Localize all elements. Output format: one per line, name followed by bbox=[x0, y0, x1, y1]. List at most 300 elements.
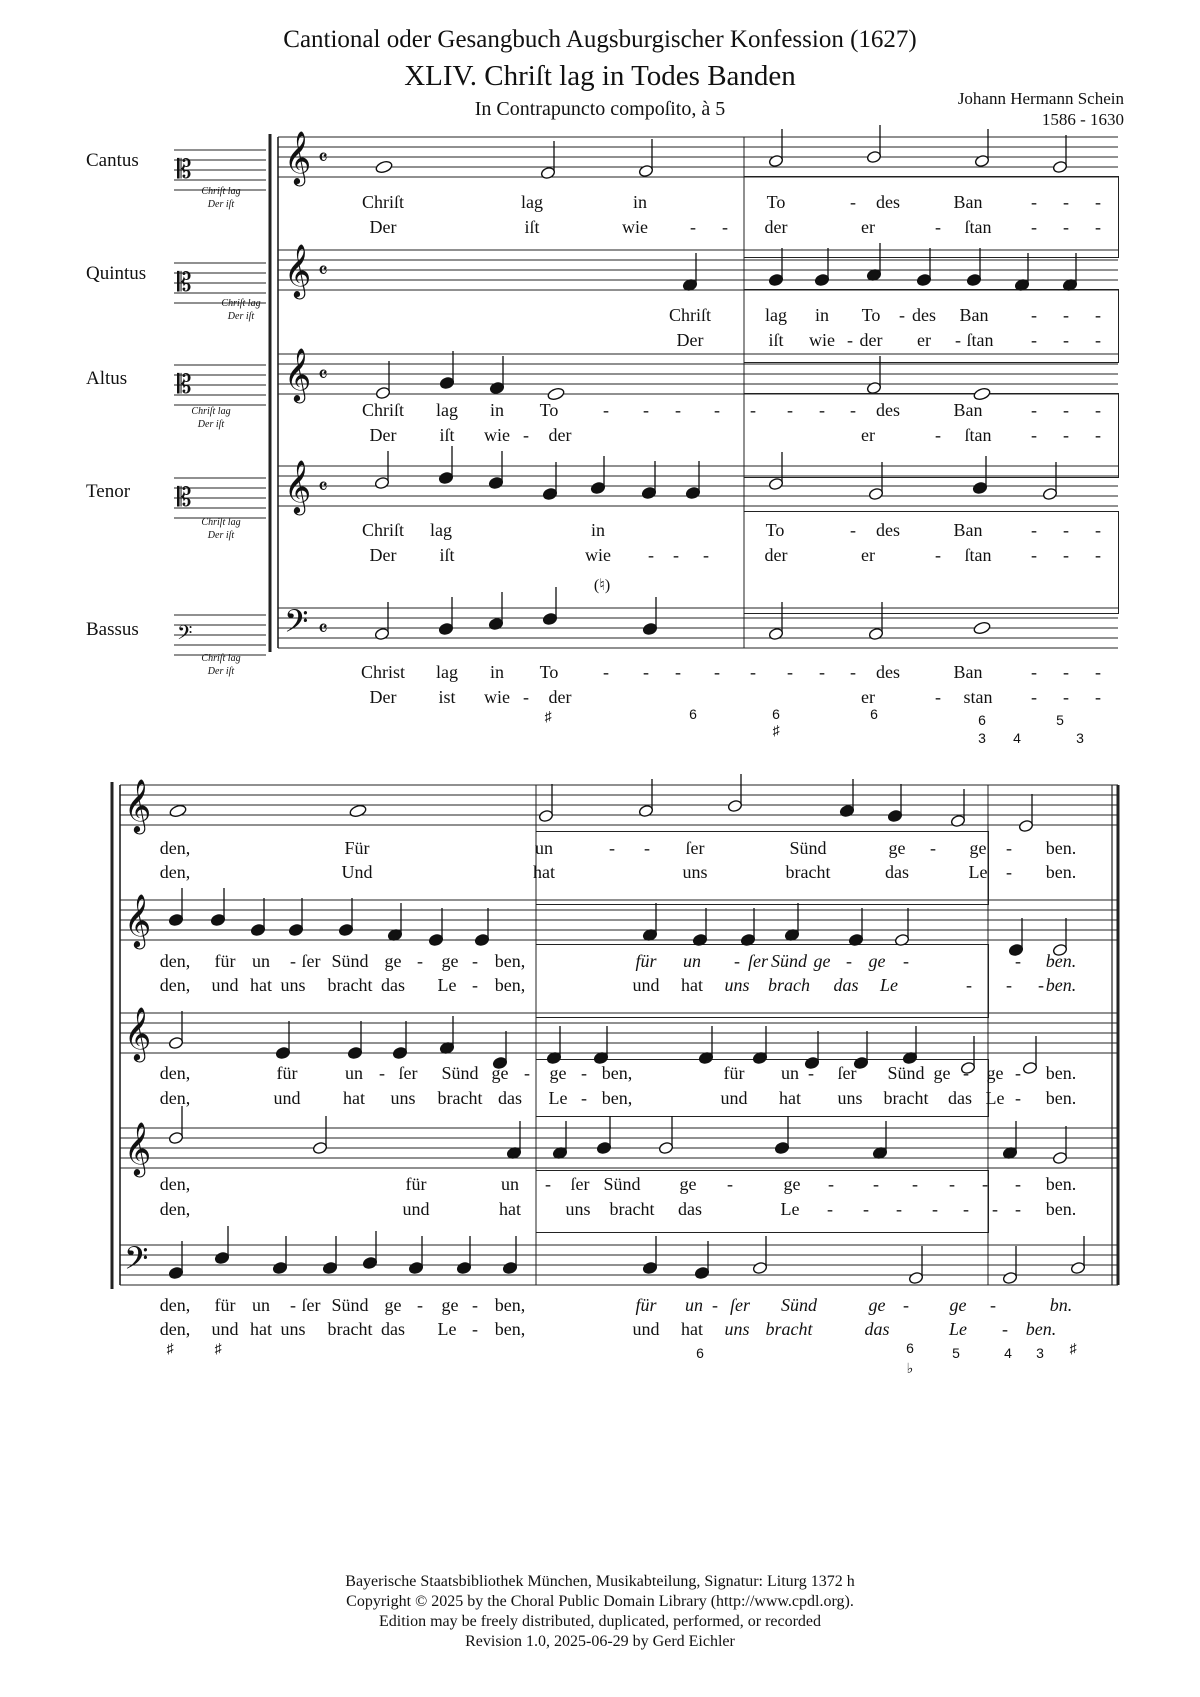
lyric-syllable: ben. bbox=[1025, 1319, 1057, 1339]
lyric-syllable: - bbox=[1031, 217, 1037, 237]
lyric-syllable: hat bbox=[779, 1088, 801, 1108]
lyric-syllable: - bbox=[827, 1199, 833, 1219]
lyric-syllable: in bbox=[632, 192, 648, 212]
lyric-syllable: - bbox=[912, 1174, 918, 1194]
lyric-syllable: - bbox=[1063, 217, 1069, 237]
lyric-syllable: - bbox=[1006, 975, 1012, 995]
treble-clef: 𝄞 bbox=[124, 1121, 152, 1175]
lyric-syllable: der bbox=[548, 425, 572, 445]
lyric-syllable: To bbox=[766, 192, 786, 212]
lyric-syllable: in bbox=[590, 520, 606, 540]
composer-dates: 1586 - 1630 bbox=[1041, 110, 1124, 129]
lyric-syllable: der bbox=[548, 687, 572, 707]
lyric-syllable: das bbox=[948, 1088, 972, 1108]
lyric-syllable: ist bbox=[438, 687, 456, 707]
lyric-syllable: uns bbox=[682, 862, 708, 882]
lyric-syllable: ſtan bbox=[964, 545, 992, 565]
lyric-syllable: - bbox=[1031, 305, 1037, 325]
lyric-syllable: Ban bbox=[959, 305, 989, 325]
voice-name-cantus: Cantus bbox=[86, 150, 139, 171]
lyric-syllable: Sünd bbox=[781, 1295, 817, 1315]
lyric-syllable: er bbox=[917, 330, 931, 350]
lyric-syllable: - bbox=[1063, 400, 1069, 420]
lyric-syllable: stan bbox=[963, 687, 993, 707]
lyric-syllable: den, bbox=[159, 1063, 191, 1083]
lyric-syllable: ge bbox=[933, 1063, 951, 1083]
lyric-syllable: ge bbox=[969, 838, 987, 858]
lyric-syllable: ge bbox=[888, 838, 906, 858]
lyric-syllable: und bbox=[273, 1088, 301, 1108]
lyric-syllable: ge bbox=[384, 1295, 402, 1315]
lyric-syllable: - bbox=[1015, 1174, 1021, 1194]
lyric-syllable: - bbox=[850, 192, 856, 212]
lyric-syllable: lag bbox=[436, 400, 458, 420]
lyric-syllable: - bbox=[990, 1295, 996, 1315]
lyric-syllable: - bbox=[935, 217, 941, 237]
voice-name-tenor: Tenor bbox=[86, 481, 131, 502]
lyric-syllable: ſtan bbox=[964, 217, 992, 237]
lyric-syllable: Der bbox=[369, 425, 397, 445]
c-clef: 𝄡 bbox=[177, 483, 192, 513]
lyric-syllable: - bbox=[524, 1063, 530, 1083]
lyric-syllable: un bbox=[501, 1174, 519, 1194]
lyric-syllable: - bbox=[545, 1174, 551, 1194]
lyric-syllable: für bbox=[635, 1295, 657, 1315]
lyric-syllable: und bbox=[720, 1088, 748, 1108]
lyric-syllable: - bbox=[417, 1295, 423, 1315]
lyric-syllable: Chriſt bbox=[361, 400, 405, 420]
lyric-syllable: - bbox=[1095, 425, 1101, 445]
lyric-syllable: wie bbox=[484, 687, 510, 707]
figured-bass-figure: 3 bbox=[978, 730, 986, 746]
lyric-syllable: - bbox=[1006, 862, 1012, 882]
lyric-syllable: - bbox=[1015, 951, 1021, 971]
lyric-syllable: - bbox=[690, 217, 696, 237]
lyric-syllable: - bbox=[417, 951, 423, 971]
lyric-syllable: das bbox=[678, 1199, 702, 1219]
lyric-syllable: für bbox=[635, 951, 657, 971]
lyric-syllable: ſer bbox=[301, 1295, 321, 1315]
lyric-syllable: - bbox=[873, 1174, 879, 1194]
figured-bass-figure: ♯ bbox=[1069, 1340, 1077, 1356]
c-clef: 𝄡 bbox=[177, 268, 192, 298]
lyric-syllable: - bbox=[963, 1199, 969, 1219]
treble-clef: 𝄞 bbox=[124, 1006, 152, 1060]
treble-clef: 𝄞 bbox=[284, 243, 312, 297]
lyric-syllable: ge bbox=[549, 1063, 567, 1083]
lyric-syllable: un bbox=[781, 1063, 799, 1083]
lyric-syllable: lag bbox=[521, 192, 543, 212]
lyric-syllable: - bbox=[955, 330, 961, 350]
lyric-syllable: Le bbox=[880, 975, 898, 995]
common-time: 𝄴 bbox=[318, 259, 328, 284]
lyric-syllable: und bbox=[402, 1199, 430, 1219]
lyric-syllable: für bbox=[723, 1063, 745, 1083]
lyric-syllable: - bbox=[903, 951, 909, 971]
lyric-syllable: bracht bbox=[785, 862, 831, 882]
lyric-syllable: - bbox=[603, 400, 609, 420]
lyric-syllable: - bbox=[1095, 662, 1101, 682]
lyric-syllable: ben, bbox=[601, 1063, 633, 1083]
lyric-syllable: Chriſt bbox=[361, 192, 405, 212]
lyric-syllable: uns bbox=[390, 1088, 416, 1108]
lyric-syllable: - bbox=[290, 951, 296, 971]
lyric-syllable: das bbox=[381, 975, 405, 995]
lyric-syllable: Christ bbox=[360, 662, 406, 682]
lyric-syllable: Sünd bbox=[441, 1063, 479, 1083]
lyric-syllable: - bbox=[750, 662, 756, 682]
lyric-syllable: Sünd bbox=[771, 951, 807, 971]
lyric-syllable: wie bbox=[622, 217, 648, 237]
lyric-syllable: den, bbox=[159, 1174, 191, 1194]
lyric-syllable: bracht bbox=[327, 975, 373, 995]
lyric-syllable: - bbox=[896, 1199, 902, 1219]
lyric-syllable: ben, bbox=[601, 1088, 633, 1108]
lyric-syllable: Le bbox=[985, 1088, 1005, 1108]
lyric-syllable: - bbox=[714, 662, 720, 682]
lyric-syllable: - bbox=[643, 400, 649, 420]
lyric-syllable: den, bbox=[159, 951, 191, 971]
lyric-syllable: ben, bbox=[494, 951, 526, 971]
treble-clef: 𝄞 bbox=[284, 459, 312, 513]
lyric-syllable: - bbox=[1095, 192, 1101, 212]
footer-source: Bayerische Staatsbibliothek München, Musikabteilung, Signatur: Liturg 1372 h bbox=[345, 1573, 855, 1590]
lyric-syllable: den, bbox=[159, 1088, 191, 1108]
lyric-syllable: - bbox=[1038, 975, 1044, 995]
lyric-syllable: Sünd bbox=[887, 1063, 925, 1083]
lyric-syllable: und bbox=[211, 975, 239, 995]
lyric-syllable: Der bbox=[369, 217, 397, 237]
common-time: 𝄴 bbox=[318, 475, 328, 500]
lyric-syllable: ge bbox=[441, 951, 459, 971]
lyric-syllable: brach bbox=[768, 975, 810, 995]
lyric-syllable: den, bbox=[159, 1199, 191, 1219]
lyric-syllable: - bbox=[714, 400, 720, 420]
figured-bass-figure: 4 bbox=[1004, 1345, 1012, 1361]
treble-clef: 𝄞 bbox=[284, 130, 312, 184]
lyric-syllable: - bbox=[1063, 192, 1069, 212]
lyric-syllable: - bbox=[675, 400, 681, 420]
lyric-syllable: Der bbox=[369, 545, 397, 565]
figured-bass-figure: ♯ bbox=[772, 722, 780, 738]
lyric-syllable: - bbox=[1031, 192, 1037, 212]
lyric-syllable: - bbox=[581, 1088, 587, 1108]
lyric-syllable: bracht bbox=[327, 1319, 373, 1339]
lyric-syllable: un bbox=[252, 951, 270, 971]
lyric-syllable: - bbox=[819, 662, 825, 682]
lyric-syllable: der bbox=[859, 330, 883, 350]
lyric-syllable: Der bbox=[369, 687, 397, 707]
footer bbox=[0, 1572, 1200, 1652]
lyric-syllable: - bbox=[1031, 425, 1037, 445]
lyric-syllable: iſt bbox=[524, 217, 540, 237]
lyric-syllable: ben. bbox=[1045, 862, 1077, 882]
lyric-syllable: hat bbox=[533, 862, 555, 882]
lyric-syllable: hat bbox=[681, 975, 703, 995]
lyric-syllable: - bbox=[673, 545, 679, 565]
lyric-syllable: das bbox=[833, 975, 859, 995]
treble-clef: 𝄞 bbox=[284, 347, 312, 401]
lyric-syllable: - bbox=[1095, 400, 1101, 420]
lyric-syllable: Le bbox=[548, 1088, 568, 1108]
lyric-syllable: bracht bbox=[609, 1199, 655, 1219]
lyric-syllable: - bbox=[1002, 1319, 1008, 1339]
lyric-syllable: er bbox=[861, 687, 875, 707]
lyric-syllable: hat bbox=[250, 975, 272, 995]
lyric-syllable: ſer bbox=[398, 1063, 418, 1083]
lyric-syllable: - bbox=[1031, 545, 1037, 565]
lyric-syllable: ge bbox=[813, 951, 831, 971]
lyric-syllable: - bbox=[1063, 330, 1069, 350]
lyric-syllable: ſtan bbox=[966, 330, 994, 350]
voice-name-quintus: Quintus bbox=[86, 263, 147, 284]
lyric-syllable: - bbox=[1095, 520, 1101, 540]
lyric-syllable: - bbox=[675, 662, 681, 682]
lyric-syllable: - bbox=[935, 545, 941, 565]
lyric-syllable: und bbox=[211, 1319, 239, 1339]
lyric-syllable: - bbox=[982, 1174, 988, 1194]
lyric-syllable: - bbox=[722, 217, 728, 237]
lyric-syllable: ge bbox=[384, 951, 402, 971]
composer-name: Johann Hermann Schein bbox=[957, 89, 1124, 108]
lyric-syllable: Sünd bbox=[603, 1174, 641, 1194]
lyric-syllable: - bbox=[1015, 1199, 1021, 1219]
lyric-syllable: - bbox=[734, 951, 740, 971]
figured-bass-figure: ♭ bbox=[906, 1360, 914, 1376]
lyric-syllable: - bbox=[1031, 520, 1037, 540]
lyric-syllable: ge bbox=[868, 951, 886, 971]
figured-bass-figure: 6 bbox=[870, 706, 878, 722]
lyric-syllable: un bbox=[345, 1063, 363, 1083]
lyric-syllable: - bbox=[850, 400, 856, 420]
bass-clef: 𝄢 bbox=[124, 1240, 149, 1284]
lyric-syllable: - bbox=[787, 400, 793, 420]
lyric-syllable: un bbox=[683, 951, 701, 971]
lyric-syllable: für bbox=[405, 1174, 427, 1194]
voice-name-altus: Altus bbox=[86, 368, 128, 389]
lyric-syllable: ge bbox=[868, 1295, 886, 1315]
lyric-syllable: ge bbox=[491, 1063, 509, 1083]
lyric-syllable: - bbox=[850, 520, 856, 540]
lyric-syllable: wie bbox=[484, 425, 510, 445]
figured-bass-figure: ♯ bbox=[544, 708, 552, 724]
lyric-syllable: - bbox=[930, 838, 936, 858]
lyric-syllable: den, bbox=[159, 975, 191, 995]
lyric-syllable: To bbox=[539, 400, 559, 420]
incipit-text-altus: Chriſt lag Der iſt bbox=[191, 406, 231, 430]
lyric-syllable: - bbox=[1006, 838, 1012, 858]
lyric-syllable: ſer bbox=[301, 951, 321, 971]
lyric-syllable: - bbox=[1095, 217, 1101, 237]
lyric-syllable: - bbox=[819, 400, 825, 420]
note-head bbox=[349, 804, 367, 818]
incipit-text-quintus: Chriſt lag Der iſt bbox=[221, 298, 261, 322]
lyric-syllable: lag bbox=[430, 520, 452, 540]
lyric-syllable: hat bbox=[681, 1319, 703, 1339]
lyric-syllable: ſer bbox=[837, 1063, 857, 1083]
incipit-text-bassus: Chriſt lag Der iſt bbox=[201, 653, 241, 677]
lyric-syllable: Le bbox=[968, 862, 988, 882]
lyric-syllable: hat bbox=[343, 1088, 365, 1108]
lyric-syllable: uns bbox=[280, 1319, 306, 1339]
lyric-syllable: bracht bbox=[883, 1088, 929, 1108]
lyric-syllable: ge bbox=[783, 1174, 801, 1194]
lyric-syllable: des bbox=[876, 520, 900, 540]
treble-clef: 𝄞 bbox=[124, 778, 152, 832]
piece-subtitle: In Contrapuncto compoſito, à 5 bbox=[474, 98, 726, 120]
lyric-syllable: - bbox=[290, 1295, 296, 1315]
lyric-syllable: Le bbox=[437, 1319, 457, 1339]
lyric-syllable: - bbox=[966, 975, 972, 995]
lyric-syllable: und bbox=[632, 975, 660, 995]
lyric-syllable: uns bbox=[280, 975, 306, 995]
lyric-syllable: Der bbox=[676, 330, 704, 350]
lyric-syllable: - bbox=[787, 662, 793, 682]
lyric-syllable: - bbox=[963, 1063, 969, 1083]
lyric-syllable: - bbox=[828, 1174, 834, 1194]
lyric-syllable: ben. bbox=[1045, 1199, 1077, 1219]
lyric-syllable: - bbox=[1015, 1063, 1021, 1083]
lyric-syllable: - bbox=[472, 951, 478, 971]
lyric-syllable: lag bbox=[765, 305, 787, 325]
lyric-syllable: ſer bbox=[730, 1295, 750, 1315]
lyric-syllable: uns bbox=[837, 1088, 863, 1108]
lyric-syllable: uns bbox=[565, 1199, 591, 1219]
lyric-syllable: - bbox=[1031, 330, 1037, 350]
c-clef: 𝄡 bbox=[177, 370, 192, 400]
figured-bass-figure: 3 bbox=[1036, 1345, 1044, 1361]
lyric-syllable: wie bbox=[585, 545, 611, 565]
lyric-syllable: - bbox=[1095, 330, 1101, 350]
lyric-syllable: er bbox=[861, 217, 875, 237]
lyric-syllable: - bbox=[703, 545, 709, 565]
lyric-syllable: - bbox=[609, 838, 615, 858]
lyric-syllable: - bbox=[379, 1063, 385, 1083]
common-time: 𝄴 bbox=[318, 617, 328, 642]
lyric-syllable: Chriſt bbox=[668, 305, 712, 325]
lyric-syllable: iſt bbox=[439, 425, 455, 445]
lyric-syllable: - bbox=[863, 1199, 869, 1219]
lyric-syllable: - bbox=[1015, 1088, 1021, 1108]
lyric-syllable: ſer bbox=[685, 838, 705, 858]
note-head bbox=[375, 160, 393, 174]
lyric-syllable: ſtan bbox=[964, 425, 992, 445]
lyric-syllable: - bbox=[712, 1295, 718, 1315]
lyric-syllable: - bbox=[1031, 662, 1037, 682]
lyric-syllable: - bbox=[935, 687, 941, 707]
lyric-syllable: Le bbox=[780, 1199, 800, 1219]
lyric-syllable: - bbox=[1063, 545, 1069, 565]
lyric-syllable: ben, bbox=[494, 1319, 526, 1339]
lyric-syllable: - bbox=[750, 400, 756, 420]
editorial-accidental: (♮) bbox=[593, 577, 611, 594]
figured-bass-figure: 4 bbox=[1013, 730, 1021, 746]
lyric-syllable: To bbox=[765, 520, 785, 540]
lyric-syllable: das bbox=[864, 1319, 890, 1339]
bass-clef: 𝄢 bbox=[284, 603, 309, 647]
note-head bbox=[973, 621, 991, 635]
lyric-syllable: ben, bbox=[494, 1295, 526, 1315]
lyric-syllable: - bbox=[581, 1063, 587, 1083]
lyric-syllable: - bbox=[1063, 425, 1069, 445]
lyric-syllable: - bbox=[472, 1295, 478, 1315]
lyric-syllable: Le bbox=[949, 1319, 967, 1339]
lyric-syllable: ſer bbox=[748, 951, 768, 971]
common-time: 𝄴 bbox=[318, 146, 328, 171]
lyric-syllable: den, bbox=[159, 862, 191, 882]
lyric-syllable: Le bbox=[437, 975, 457, 995]
figured-bass-figure: 6 bbox=[696, 1345, 704, 1361]
lyric-syllable: Ban bbox=[953, 192, 983, 212]
lyric-syllable: - bbox=[1095, 687, 1101, 707]
lyric-syllable: bracht bbox=[437, 1088, 483, 1108]
piece-title: XLIV. Chriſt lag in Todes Banden bbox=[404, 60, 796, 92]
incipit-text-cantus: Chriſt lag Der iſt bbox=[201, 186, 241, 210]
lyric-syllable: - bbox=[935, 425, 941, 445]
lyric-syllable: iſt bbox=[439, 545, 455, 565]
lyric-syllable: in bbox=[489, 400, 505, 420]
lyric-syllable: Sünd bbox=[789, 838, 827, 858]
lyric-syllable: Und bbox=[341, 862, 373, 882]
common-time: 𝄴 bbox=[318, 363, 328, 388]
lyric-syllable: Sünd bbox=[331, 1295, 369, 1315]
note-head bbox=[169, 804, 187, 818]
lyric-syllable: - bbox=[1031, 400, 1037, 420]
lyric-syllable: ge bbox=[441, 1295, 459, 1315]
lyric-syllable: un bbox=[685, 1295, 703, 1315]
lyric-syllable: der bbox=[764, 545, 788, 565]
lyric-syllable: das bbox=[885, 862, 909, 882]
lyric-syllable: und bbox=[632, 1319, 660, 1339]
lyric-syllable: - bbox=[1095, 305, 1101, 325]
lyric-syllable: des bbox=[876, 192, 900, 212]
lyric-syllable: des bbox=[876, 662, 900, 682]
lyric-syllable: - bbox=[472, 1319, 478, 1339]
lyric-syllable: ben. bbox=[1045, 1063, 1077, 1083]
lyric-syllable: ben. bbox=[1045, 1088, 1077, 1108]
lyric-syllable: - bbox=[603, 662, 609, 682]
lyric-syllable: - bbox=[643, 662, 649, 682]
lyric-syllable: ben. bbox=[1045, 1174, 1077, 1194]
lyric-syllable: - bbox=[644, 838, 650, 858]
treble-clef: 𝄞 bbox=[124, 893, 152, 947]
lyric-syllable: - bbox=[903, 1295, 909, 1315]
lyric-syllable: Ban bbox=[953, 400, 983, 420]
lyric-syllable: - bbox=[727, 1174, 733, 1194]
lyric-syllable: uns bbox=[724, 1319, 750, 1339]
lyric-syllable: ben. bbox=[1045, 951, 1077, 971]
lyric-syllable: den, bbox=[159, 838, 191, 858]
lyric-syllable: hat bbox=[250, 1319, 272, 1339]
lyric-syllable: Für bbox=[344, 838, 370, 858]
figured-bass-figure: 5 bbox=[952, 1345, 960, 1361]
lyric-syllable: lag bbox=[436, 662, 458, 682]
lyric-syllable: er bbox=[861, 545, 875, 565]
bass-clef: 𝄢 bbox=[177, 621, 193, 649]
lyric-syllable: der bbox=[764, 217, 788, 237]
lyric-syllable: - bbox=[932, 1199, 938, 1219]
figured-bass-figure: 6 bbox=[689, 706, 697, 722]
lyric-syllable: den, bbox=[159, 1295, 191, 1315]
figured-bass-figure: ♯ bbox=[166, 1340, 174, 1356]
lyric-syllable: un bbox=[252, 1295, 270, 1315]
lyric-syllable: Chriſt bbox=[361, 520, 405, 540]
lyric-syllable: - bbox=[808, 1063, 814, 1083]
figured-bass-figure: ♯ bbox=[214, 1340, 222, 1356]
figured-bass-figure: 6 bbox=[906, 1340, 914, 1356]
lyric-syllable: - bbox=[648, 545, 654, 565]
lyric-syllable: den, bbox=[159, 1319, 191, 1339]
